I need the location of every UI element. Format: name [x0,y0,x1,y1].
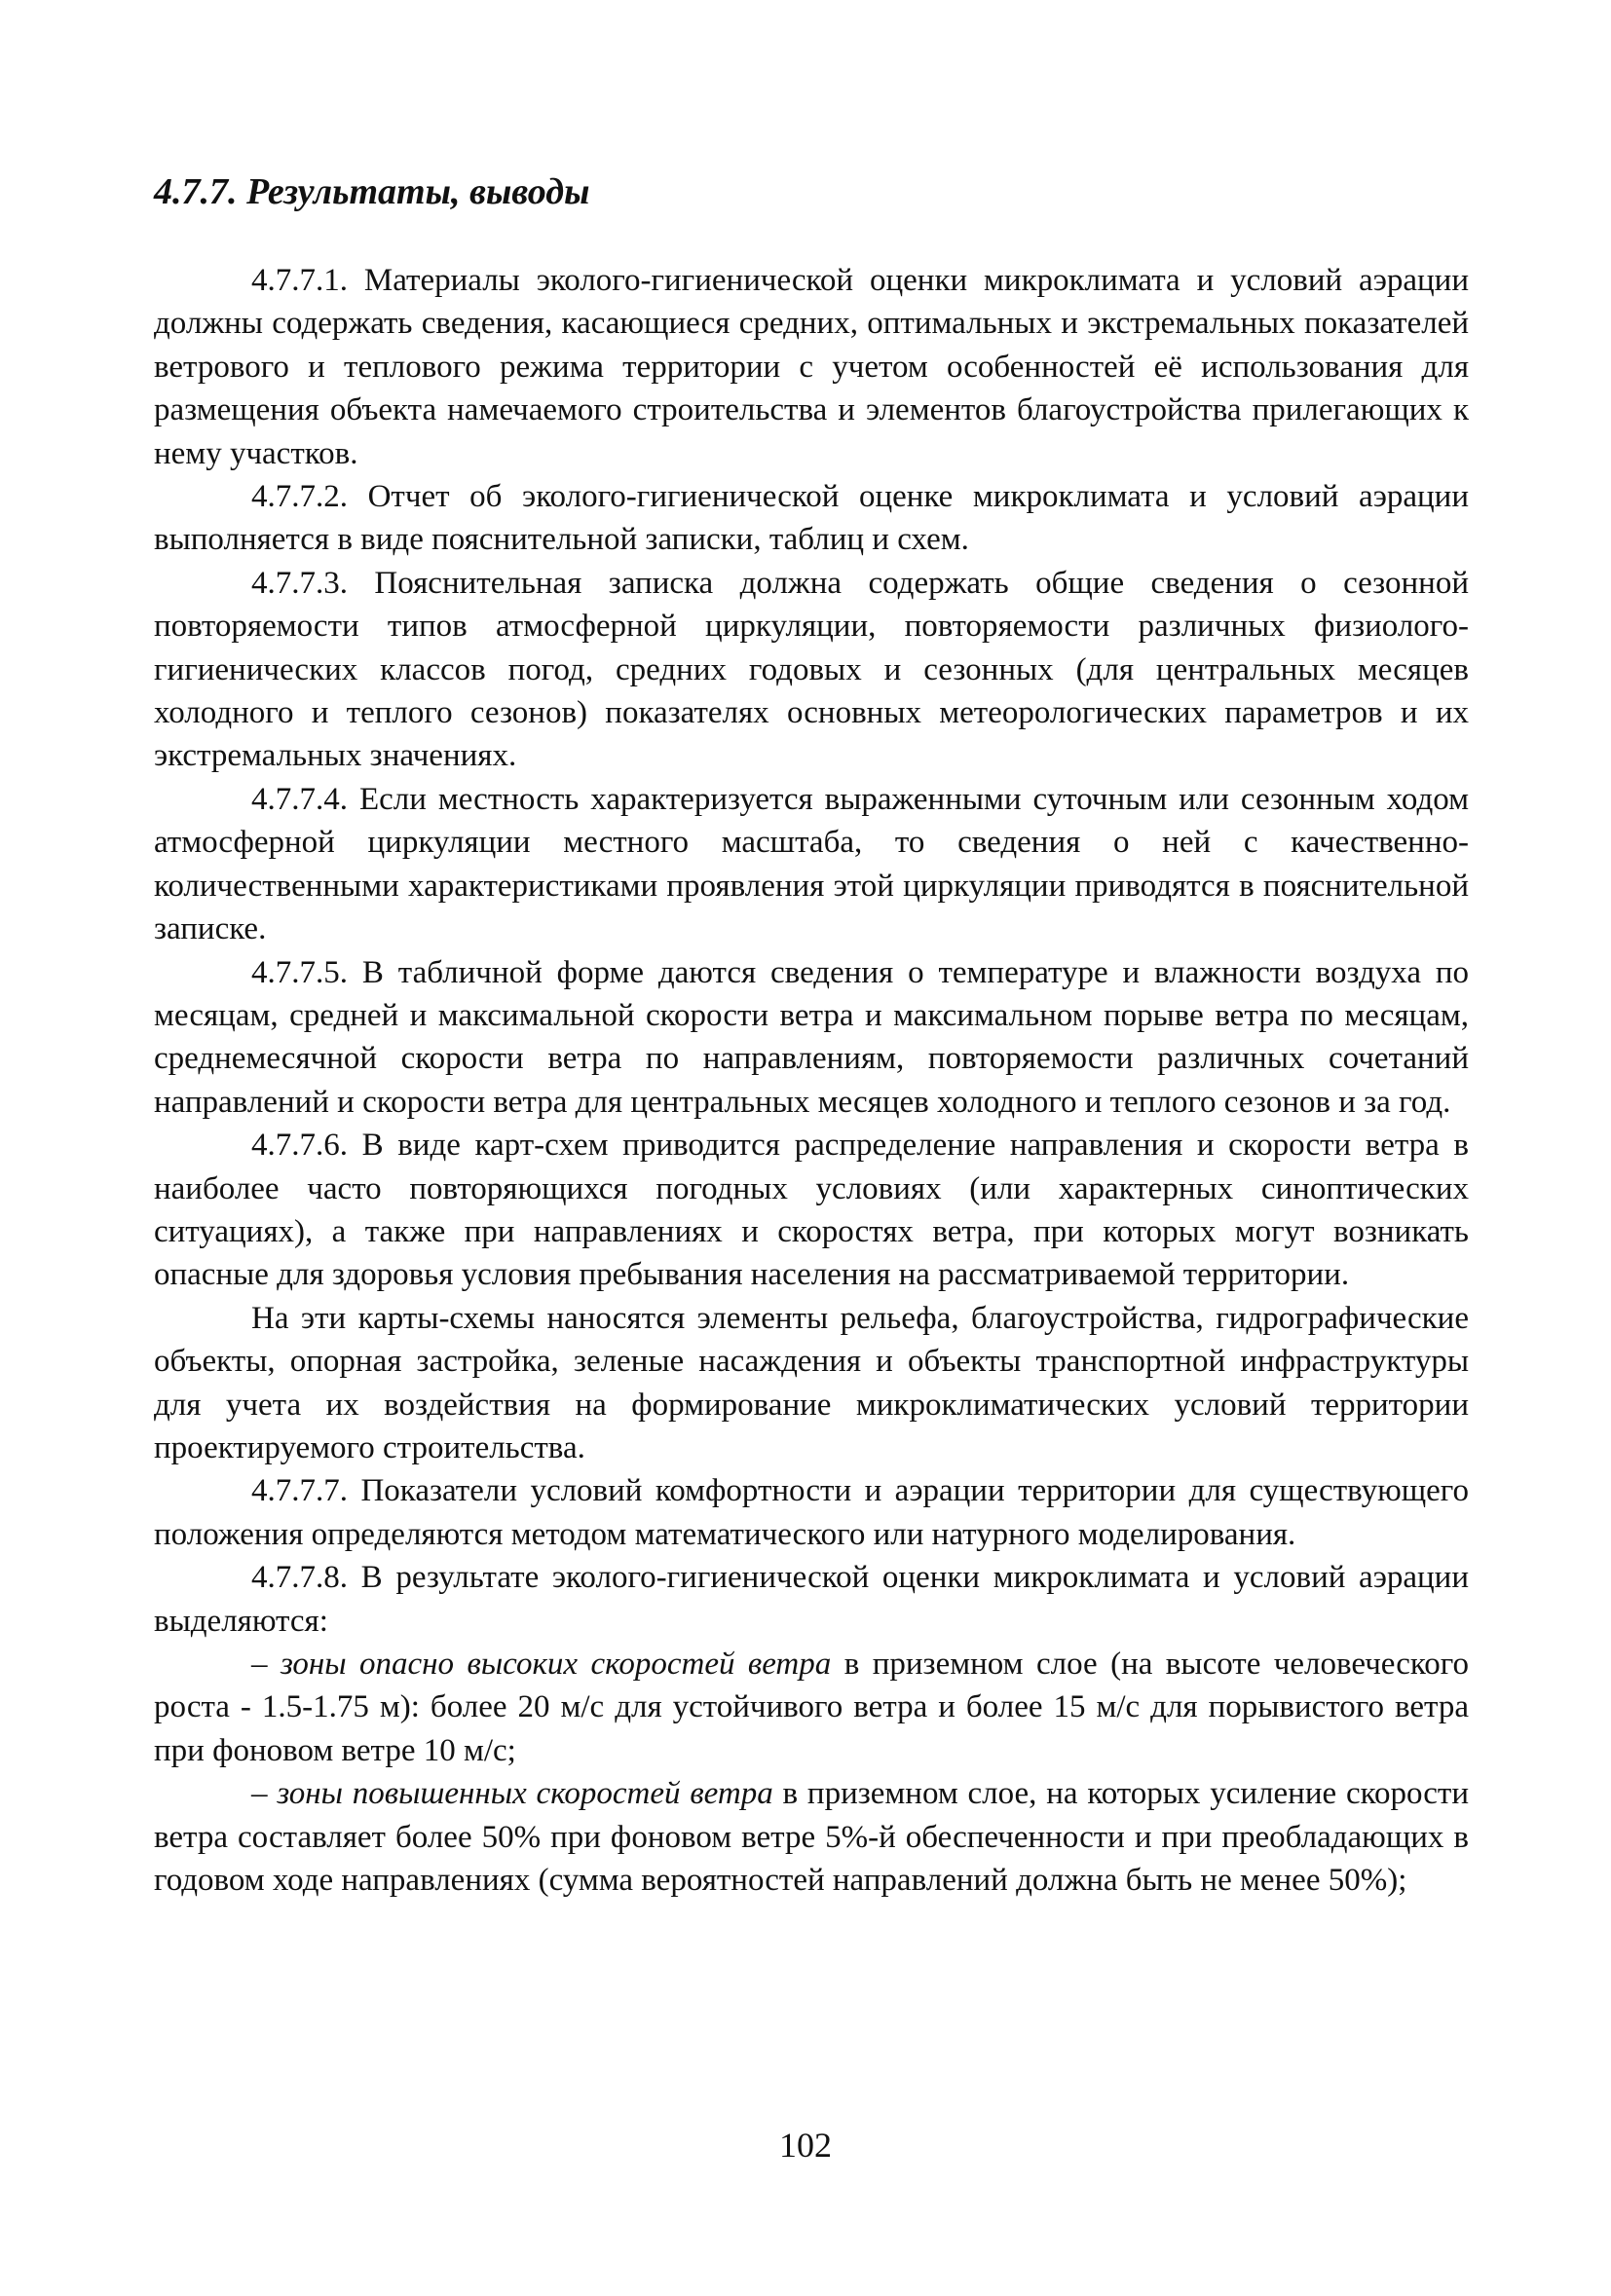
paragraph-4-7-7-8: 4.7.7.8. В результате эколого-гигиенической оценки микроклимата и условий аэрации выделяются: [154,1560,1469,1639]
section-heading: 4.7.7. Результаты, выводы [154,171,590,212]
list-item [154,1643,1469,1772]
paragraph-4-7-7-7: 4.7.7.7. Показатели условий комфортности и аэрации территории для существующего положения определяются методом математического или натурного моделирования. [154,1473,1469,1552]
list-item-text: в приземном слое, на которых усиление скорости ветра составляет более 50% при фоновом ветре 5%-й обеспеченности и при преобладающих в годовом ходе направлениях (сумма вероятностей направлений должна быть не менее 50%); [154,1776,1469,1899]
list-item-term: зоны повышенных скоростей ветра [277,1776,773,1812]
paragraph-4-7-7-2: 4.7.7.2. Отчет об эколого-гигиенической оценке микроклимата и условий аэрации выполняется в виде пояснительной записки, таблиц и схем. [154,479,1469,558]
list-item [154,1772,1469,1902]
list-item-term: зоны опасно высоких скоростей ветра [280,1647,832,1682]
list-item-dash: – [251,1776,278,1812]
paragraph-4-7-7-5: 4.7.7.5. В табличной форме даются сведения о температуре и влажности воздуха по месяцам, средней и максимальной скорости ветра и максимальном порыве ветра по месяцам, среднемесячной скорости ветра по направлениям, повторяемости различных сочетаний направлений и скорости ветра для центральных месяцев холодного и теплого сезонов и за год. [154,954,1469,1120]
list-item-text: в приземном слое (на высоте человеческого роста - 1.5-1.75 м): более 20 м/с для устойчивого ветра и более 15 м/с для порывистого ветра при фоновом ветре 10 м/с; [154,1647,1469,1768]
page-number: 102 [779,2126,832,2165]
paragraph-4-7-7-6: 4.7.7.6. В виде карт-схем приводится распределение направления и скорости ветра в наиболее часто повторяющихся погодных условиях (или характерных синоптических ситуациях), а также при направлениях и скоростях ветра, при которых могут возникать опасные для здоровья условия пребывания населения на рассматриваемой территории. [154,1128,1469,1293]
list-item-dash: – [251,1647,281,1682]
paragraph-maps-elements: На эти карты-схемы наносятся элементы рельефа, благоустройства, гидрографические объекты, опорная застройка, зеленые насаждения и объекты транспортной инфраструктуры для учета их воздействия на формирование микроклиматических условий территории проектируемого строительства. [154,1300,1469,1465]
paragraph-4-7-7-4: 4.7.7.4. Если местность характеризуется выраженными суточным или сезонным ходом атмосферной циркуляции местного масштаба, то сведения о ней с качественно-количественными характеристиками проявления этой циркуляции приводятся в пояснительной записке. [154,781,1469,947]
body-text [154,259,1469,1902]
paragraph-4-7-7-1: 4.7.7.1. Материалы эколого-гигиенической оценки микроклимата и условий аэрации должны содержать сведения, касающиеся средних, оптимальных и экстремальных показателей ветрового и теплового режима территории с учетом особенностей её использования для размещения объекта намечаемого строительства и элементов благоустройства прилегающих к нему участков. [154,263,1469,471]
paragraph-4-7-7-3: 4.7.7.3. Пояснительная записка должна содержать общие сведения о сезонной повторяемости типов атмосферной циркуляции, повторяемости различных физиолого-гигиенических классов погод, средних годовых и сезонных (для центральных месяцев холодного и теплого сезонов) показателях основных метеорологических параметров и их экстремальных значениях. [154,565,1469,774]
